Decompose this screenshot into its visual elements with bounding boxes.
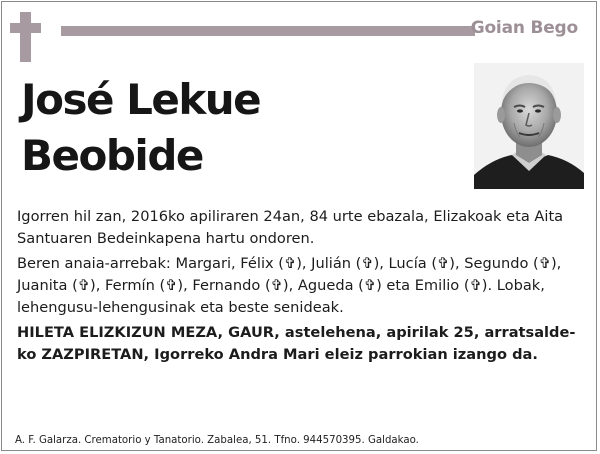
obituary-card	[1, 1, 597, 451]
name-line-1: José Lekue	[21, 75, 261, 124]
funeral-home-footer: A. F. Galarza. Crematorio y Tanatorio. Zabalea, 51. Tfno. 944570395. Galdakao.	[15, 435, 419, 446]
header-label: Goian Bego	[470, 18, 578, 38]
death-notice-paragraph: Igorren hil zan, 2016ko apiliraren 24an, 84 urte ebazala, Elizakoak eta Aita Santuaren Bedeinkapena hartu ondoren.	[17, 208, 564, 247]
relatives-paragraph: Beren anaia-arrebak: Margari, Félix (✞), Julián (✞), Lucía (✞), Segundo (✞), Juanita (✞), Fermín (✞), Fernando (✞), Agueda (✞) eta Emilio (✞). Lobak, lehengusu-lehengusinak eta beste senideak.	[17, 255, 562, 316]
name-line-2: Beobide	[21, 131, 203, 180]
funeral-mass-paragraph: HILETA ELIZKIZUN MEZA, GAUR, astelehena, apirilak 25, arratsalde-ko ZAZPIRETAN, Igorreko Andra Mari eleiz parrokian izango da.	[17, 324, 576, 363]
cross-vertical-bar	[20, 12, 31, 62]
deceased-name	[21, 72, 260, 184]
obituary-body	[17, 206, 582, 369]
header-rule	[61, 26, 475, 36]
portrait-photo	[474, 63, 584, 189]
cross-horizontal-bar	[10, 23, 41, 33]
portrait-illustration	[474, 63, 584, 189]
